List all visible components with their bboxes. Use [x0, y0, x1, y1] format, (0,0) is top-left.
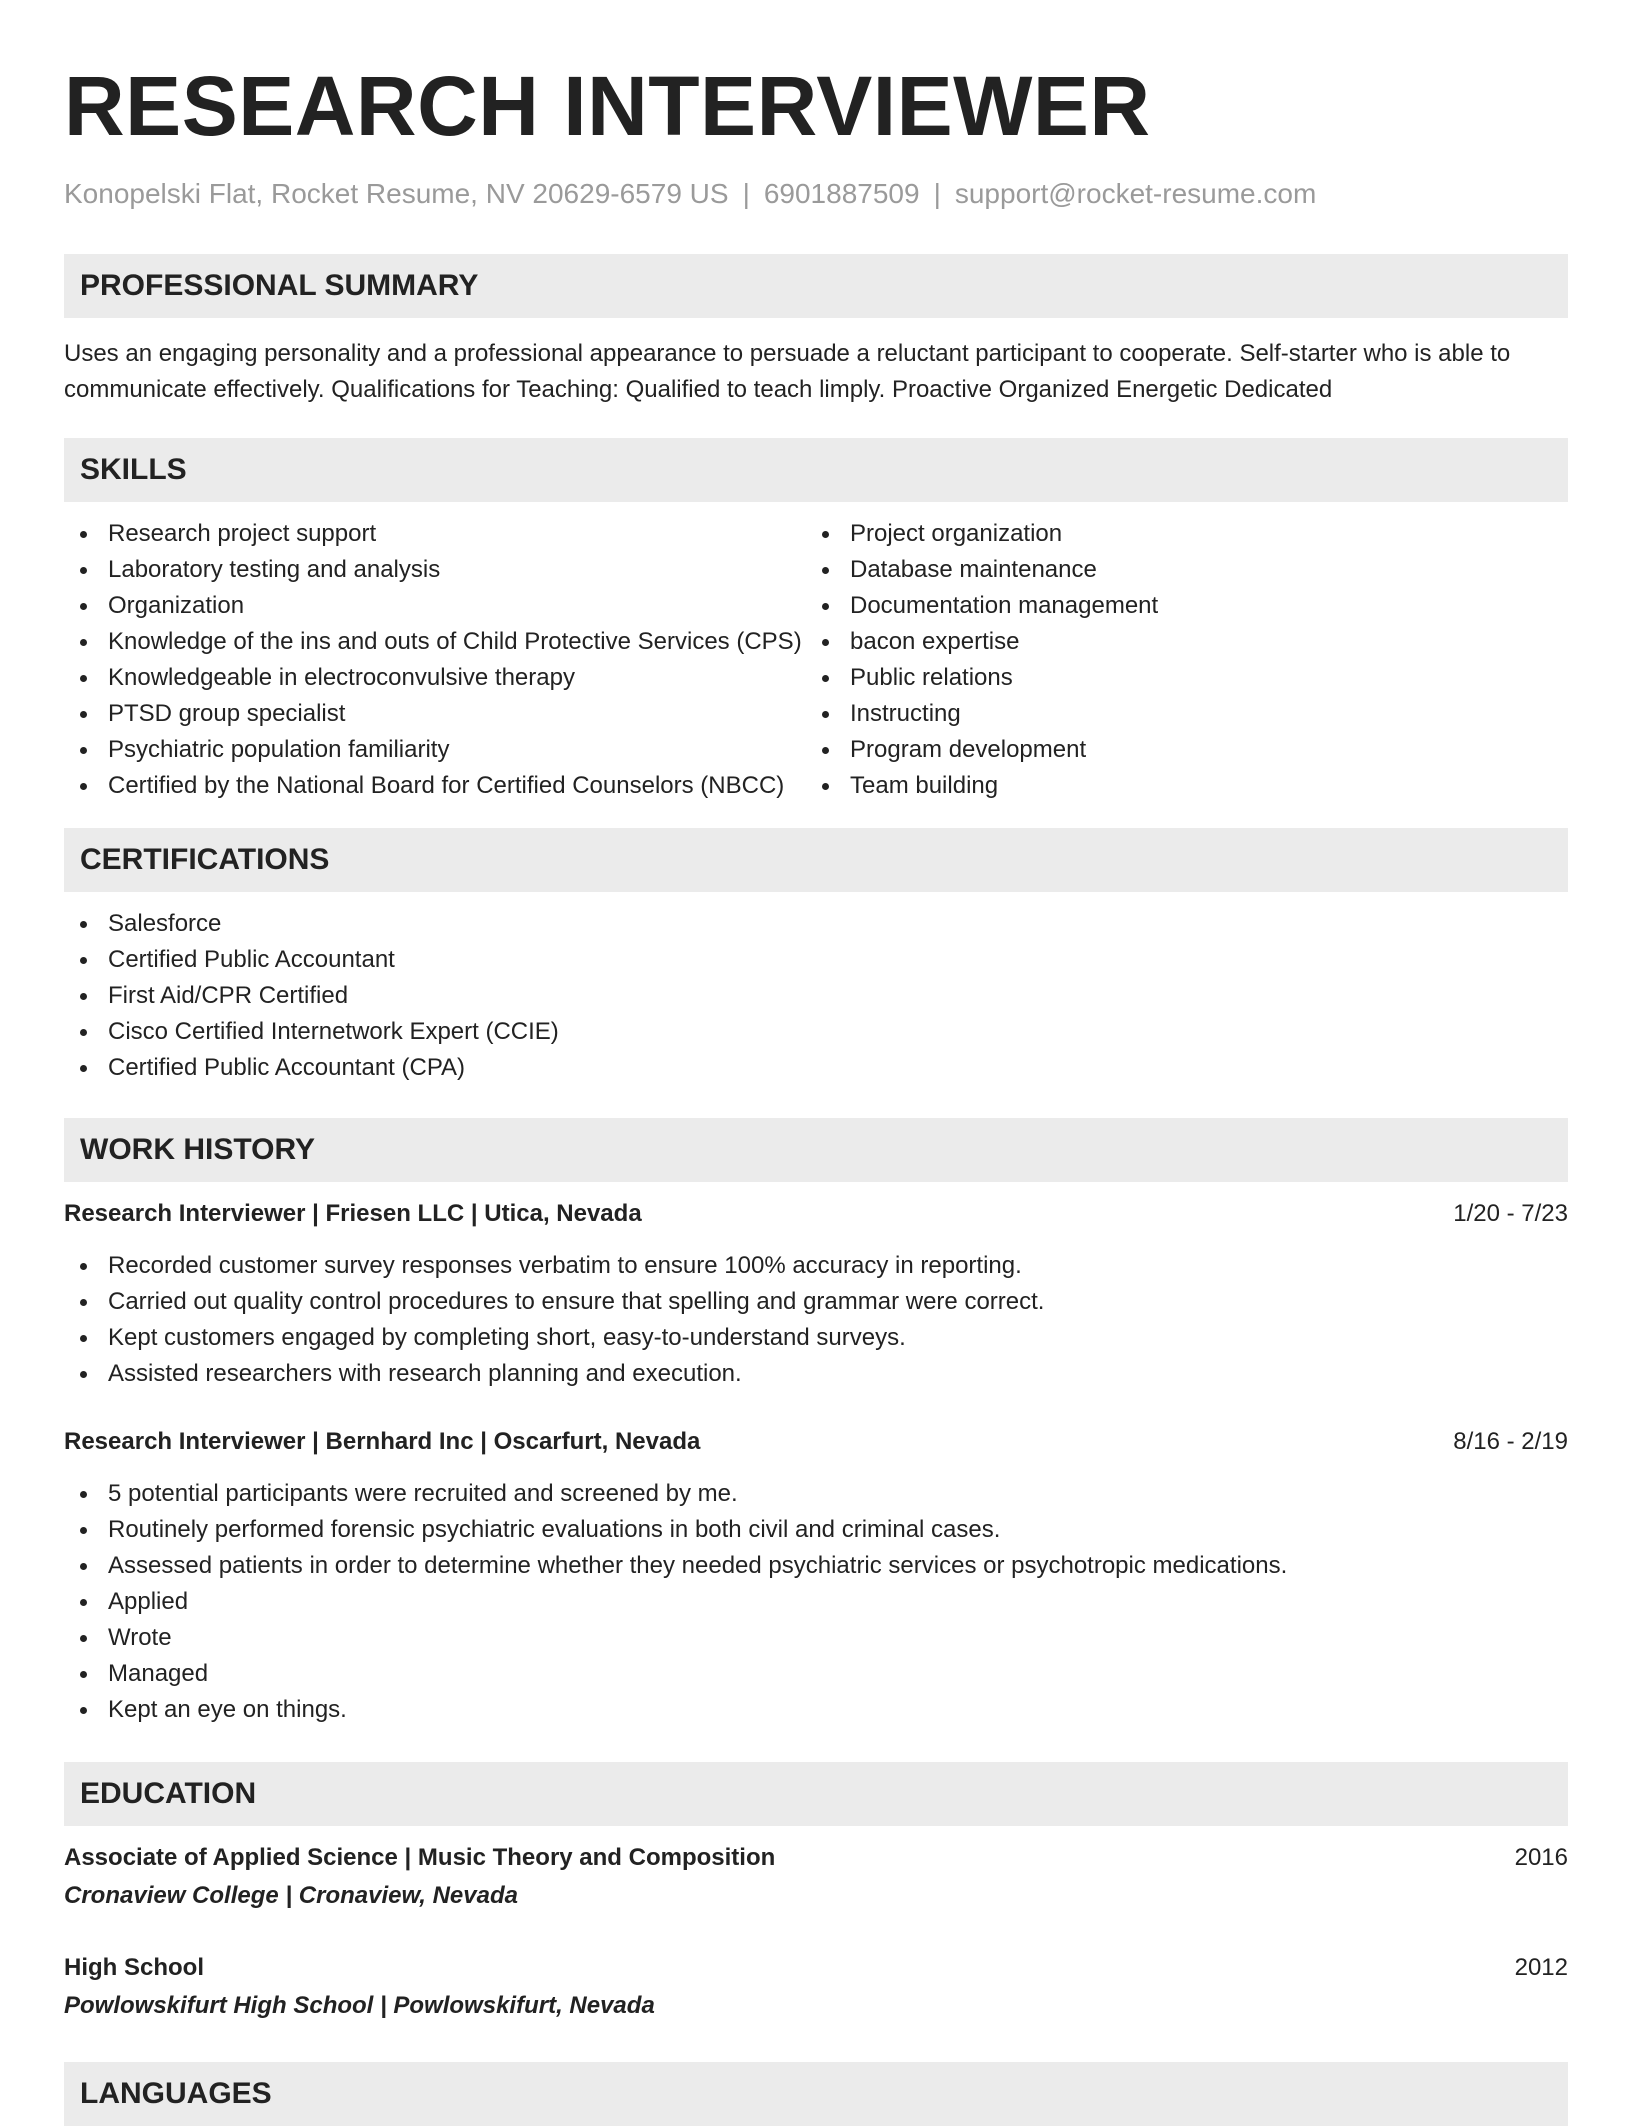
languages-heading: LANGUAGES [64, 2062, 1568, 2126]
certification-item: Cisco Certified Internetwork Expert (CCIE) [64, 1014, 1568, 1050]
job-bullet: Kept customers engaged by completing short, easy-to-understand surveys. [64, 1320, 1568, 1356]
skill-item: Certified by the National Board for Certified Counselors (NBCC) [64, 768, 806, 804]
education-school: Powlowskifurt High School | Powlowskifurt, Nevada [64, 1992, 655, 2019]
job-bullet: Applied [64, 1584, 1568, 1620]
education-entry [64, 1950, 1568, 2024]
job-bullet: Carried out quality control procedures to ensure that spelling and grammar were correct. [64, 1284, 1568, 1320]
education-school: Cronaview College | Cronaview, Nevada [64, 1882, 518, 1909]
job-bullet: Routinely performed forensic psychiatric evaluations in both civil and criminal cases. [64, 1512, 1568, 1548]
job-entry [64, 1196, 1568, 1392]
summary-text: Uses an engaging personality and a professional appearance to persuade a reluctant participant to cooperate. Self-starter who is able to communicate effectively. Qualifications for Teaching: Qualified to teach limply. Proactive Organized Energetic Dedicated [64, 340, 1511, 403]
skill-item: Organization [64, 588, 806, 624]
education-header [64, 1950, 1568, 1986]
work-history-heading: WORK HISTORY [64, 1118, 1568, 1182]
summary-heading: PROFESSIONAL SUMMARY [64, 254, 1568, 318]
job-bullet: Managed [64, 1656, 1568, 1692]
skill-item: Public relations [806, 660, 1548, 696]
certification-item: Salesforce [64, 906, 1568, 942]
skills-column-left [64, 516, 806, 804]
skills-list [64, 516, 1568, 804]
education-degree: High School [64, 1954, 204, 1981]
job-bullet: 5 potential participants were recruited and screened by me. [64, 1476, 1568, 1512]
education-entry [64, 1840, 1568, 1914]
skill-item: Knowledgeable in electroconvulsive therapy [64, 660, 806, 696]
contact-separator: | [933, 178, 941, 209]
education-heading: EDUCATION [64, 1762, 1568, 1826]
job-bullet: Kept an eye on things. [64, 1692, 1568, 1728]
job-bullet: Recorded customer survey responses verbatim to ensure 100% accuracy in reporting. [64, 1248, 1568, 1284]
job-dates: 1/20 - 7/23 [1453, 1200, 1568, 1227]
skill-item: Database maintenance [806, 552, 1548, 588]
job-bullet: Assessed patients in order to determine whether they needed psychiatric services or psychotropic medications. [64, 1548, 1568, 1584]
skill-item: Team building [806, 768, 1548, 804]
candidate-name: RESEARCH INTERVIEWER [64, 59, 1151, 153]
education-year: 2016 [1514, 1844, 1568, 1871]
job-bullets [64, 1248, 1568, 1392]
contact-line [64, 176, 1568, 212]
skills-heading: SKILLS [64, 438, 1568, 502]
contact-separator: | [742, 178, 750, 209]
job-title: Research Interviewer | Friesen LLC | Utica, Nevada [64, 1200, 642, 1227]
job-title: Research Interviewer | Bernhard Inc | Oscarfurt, Nevada [64, 1428, 701, 1455]
resume-page [64, 0, 1568, 2126]
certifications-list [64, 906, 1568, 1086]
skill-item: Laboratory testing and analysis [64, 552, 806, 588]
job-entry [64, 1424, 1568, 1728]
certification-item: Certified Public Accountant [64, 942, 1568, 978]
skill-item: Psychiatric population familiarity [64, 732, 806, 768]
job-dates: 8/16 - 2/19 [1453, 1428, 1568, 1455]
contact-phone: 6901887509 [763, 178, 920, 209]
education-degree: Associate of Applied Science | Music Theory and Composition [64, 1844, 776, 1871]
job-bullet: Assisted researchers with research planning and execution. [64, 1356, 1568, 1392]
skill-item: Documentation management [806, 588, 1548, 624]
certification-item: First Aid/CPR Certified [64, 978, 1568, 1014]
job-bullet: Wrote [64, 1620, 1568, 1656]
contact-email: support@rocket-resume.com [954, 178, 1317, 209]
skill-item: Instructing [806, 696, 1548, 732]
skill-item: Project organization [806, 516, 1548, 552]
skill-item: bacon expertise [806, 624, 1548, 660]
skill-item: Knowledge of the ins and outs of Child Protective Services (CPS) [64, 624, 806, 660]
skills-column-right [806, 516, 1548, 804]
certification-item: Certified Public Accountant (CPA) [64, 1050, 1568, 1086]
education-year: 2012 [1514, 1954, 1568, 1981]
job-bullets [64, 1476, 1568, 1728]
skill-item: Program development [806, 732, 1548, 768]
job-header [64, 1196, 1568, 1232]
certifications-heading: CERTIFICATIONS [64, 828, 1568, 892]
skill-item: PTSD group specialist [64, 696, 806, 732]
education-header [64, 1840, 1568, 1876]
job-header [64, 1424, 1568, 1460]
skill-item: Research project support [64, 516, 806, 552]
contact-address: Konopelski Flat, Rocket Resume, NV 20629-6579 US [64, 178, 729, 209]
